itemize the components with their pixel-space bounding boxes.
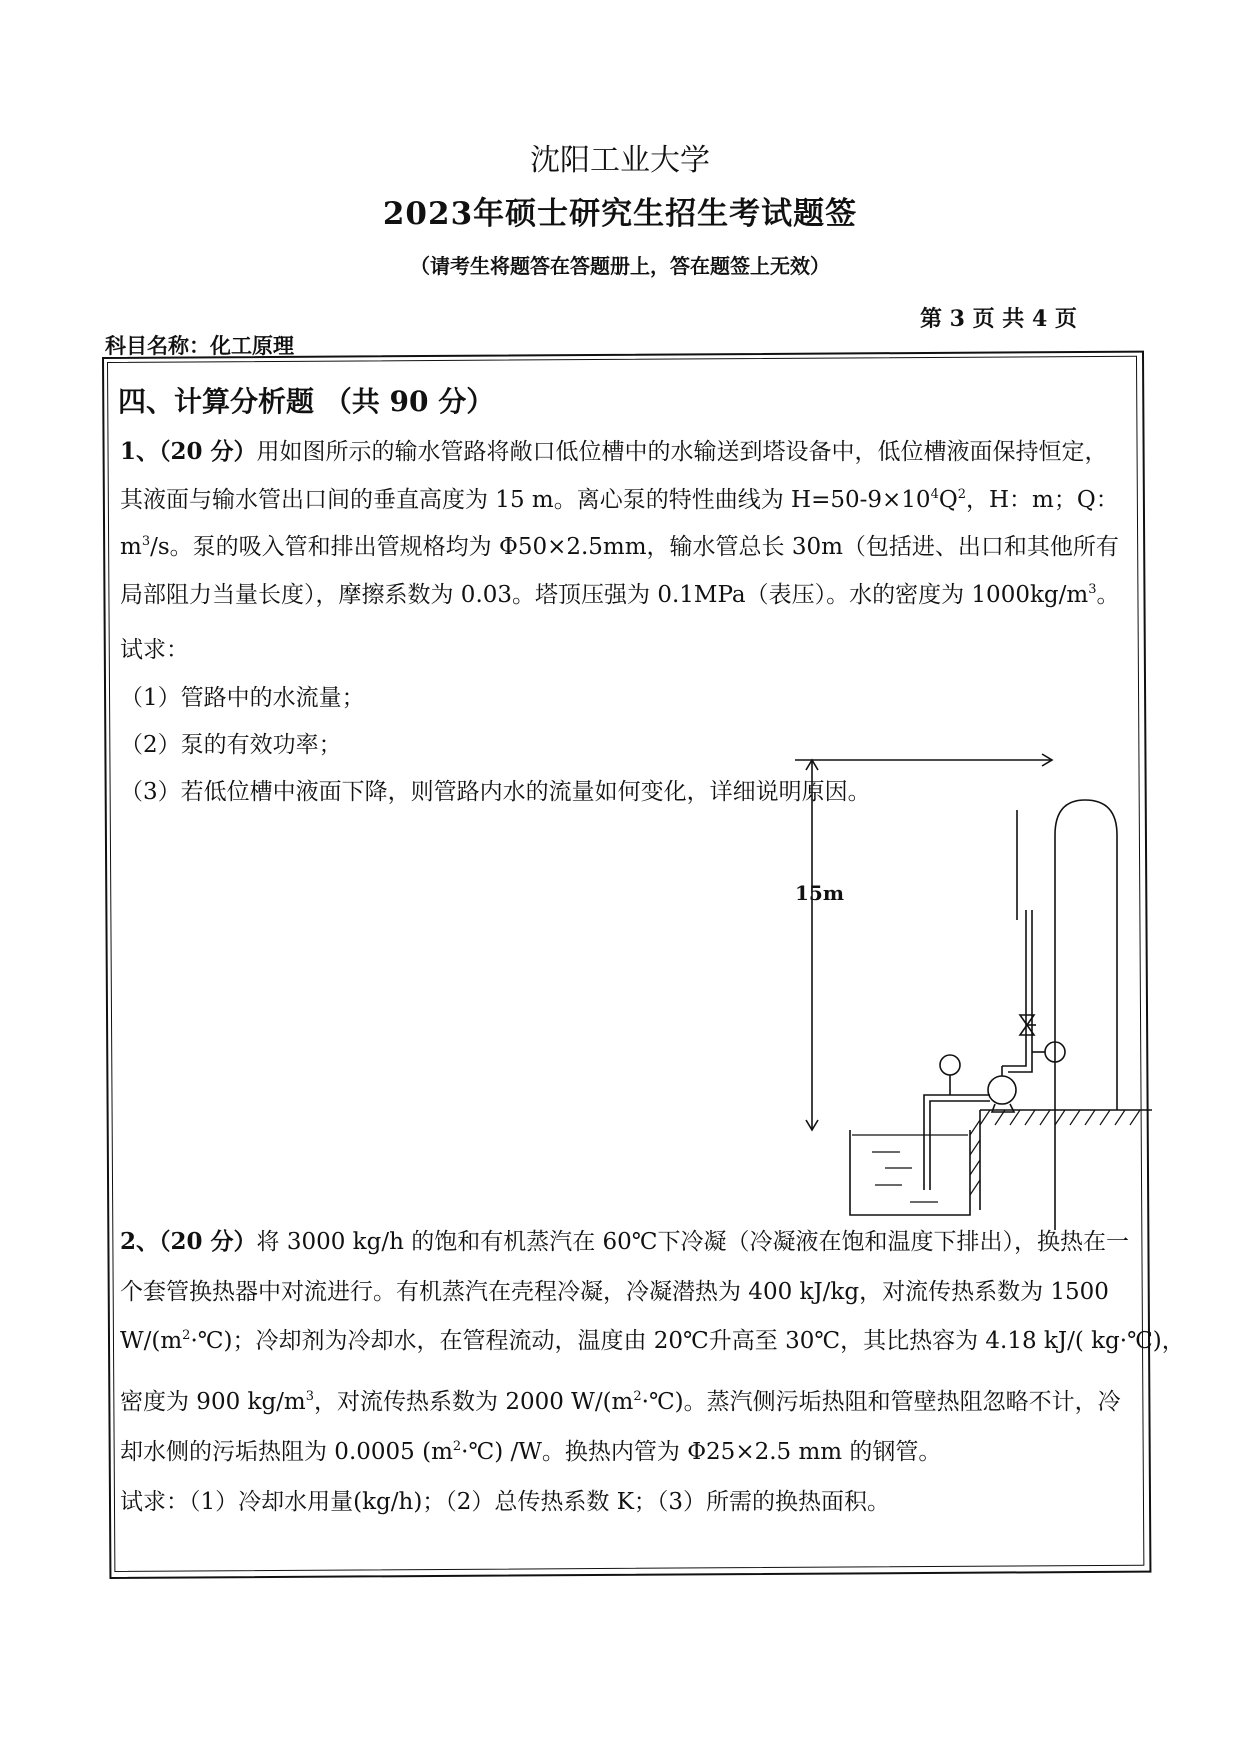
q2-text-4e: ·℃)。蒸汽侧污垢热阻和管壁热阻忽略不计，冷 bbox=[641, 1389, 1121, 1415]
discharge-pipe bbox=[1002, 910, 1026, 1066]
page-indicator: 第 3 页 共 4 页 bbox=[920, 306, 1077, 332]
q1-sub-2: （2）泵的有效功率； bbox=[120, 732, 342, 758]
answer-notice: （请考生将题答在答题册上，答在题签上无效） bbox=[410, 254, 830, 278]
q1-line-3 bbox=[120, 532, 1130, 562]
q1-text-4a: 局部阻力当量长度），摩擦系数为 0.03。塔顶压强为 0.1MPa（表压）。水的密度为 1000kg/m bbox=[120, 582, 1089, 608]
q2-text-4a: 密度为 900 kg/m bbox=[120, 1389, 306, 1415]
q1-text-1: 用如图所示的输水管路将敞口低位槽中的水输送到塔设备中，低位槽液面保持恒定， bbox=[256, 439, 1108, 465]
q1-text-3a: m bbox=[120, 534, 142, 560]
pump-system-figure bbox=[795, 790, 1160, 1230]
q2-text-4c: ，对流传热系数为 2000 W/(m bbox=[314, 1389, 634, 1415]
q1-score: （20 分） bbox=[159, 438, 257, 465]
q1-sub-3: （3）若低位槽中液面下降，则管路内水的流量如何变化，详细说明原因。 bbox=[120, 779, 871, 805]
q2-line-2: 个套管换热器中对流进行。有机蒸汽在壳程冷凝，冷凝潜热为 400 kJ/kg，对流传热系数为 1500 bbox=[120, 1279, 1109, 1305]
vacuum-gauge bbox=[940, 1055, 960, 1075]
q2-sup-4b: 3 bbox=[305, 1389, 315, 1404]
q2-line-5 bbox=[120, 1437, 1130, 1467]
q1-sup-q2: 2 bbox=[957, 487, 966, 502]
subject-name: 科目名称：化工原理 bbox=[105, 333, 294, 358]
q1-line-1 bbox=[120, 437, 1130, 467]
q2-text-5c: ·℃) /W。换热内管为 Φ25×2.5 mm 的钢管。 bbox=[461, 1439, 942, 1465]
q2-sup-3: 2 bbox=[182, 1328, 191, 1343]
university-name: 沈阳工业大学 bbox=[530, 143, 710, 178]
q1-text-2e: ，H：m；Q： bbox=[965, 487, 1119, 513]
q1-text-3c: /s。泵的吸入管和排出管规格均为 Φ50×2.5mm，输水管总长 30m（包括进、出口和其他所有 bbox=[150, 534, 1119, 560]
exam-title: 2023年硕士研究生招生考试题签 bbox=[382, 196, 858, 232]
q2-number: 2、 bbox=[120, 1228, 160, 1255]
q1-number: 1、 bbox=[120, 438, 160, 465]
suction-pipe-wall bbox=[930, 1101, 990, 1190]
q1-line-2 bbox=[120, 485, 1130, 515]
q1-sub-1: （1）管路中的水流量； bbox=[120, 685, 365, 711]
q1-sup-m3: 3 bbox=[141, 534, 151, 549]
q1-text-2c: Q bbox=[938, 487, 958, 513]
section-title: 四、计算分析题 （共 90 分） bbox=[118, 385, 495, 418]
q2-ask: 试求：（1）冷却水用量(kg/h)；（2）总传热系数 K；（3）所需的换热面积。 bbox=[120, 1489, 891, 1515]
q1-ask: 试求： bbox=[120, 637, 189, 663]
q2-line-1 bbox=[120, 1227, 1130, 1257]
centrifugal-pump bbox=[988, 1076, 1016, 1104]
q2-text-3a: W/(m bbox=[120, 1328, 183, 1354]
q1-text-2a: 其液面与输水管出口间的垂直高度为 15 m。离心泵的特性曲线为 H=50-9×10 bbox=[120, 487, 931, 513]
q1-sup-exp: 4 bbox=[930, 487, 939, 502]
q1-text-4c: 。 bbox=[1096, 582, 1120, 608]
q1-line-4 bbox=[120, 580, 1130, 610]
q2-line-4 bbox=[120, 1387, 1130, 1417]
tower-vessel bbox=[1055, 800, 1117, 1230]
q2-text-3c: ·℃)；冷却剂为冷却水，在管程流动，温度由 20℃升高至 30℃，其比热容为 4.18 kJ/( kg·℃)， bbox=[190, 1328, 1185, 1354]
q1-sup-density: 3 bbox=[1088, 582, 1097, 597]
q2-sup-4d: 2 bbox=[633, 1389, 642, 1404]
q2-text-1: 将 3000 kg/h 的饱和有机蒸汽在 60℃下冷凝（冷凝液在饱和温度下排出），换热在一 bbox=[256, 1229, 1130, 1255]
q2-line-3 bbox=[120, 1326, 1185, 1356]
q2-sup-5b: 2 bbox=[452, 1439, 462, 1454]
q2-score: （20 分） bbox=[159, 1228, 257, 1255]
height-label: 15m bbox=[795, 881, 844, 905]
q2-text-5a: 却水侧的污垢热阻为 0.0005 (m bbox=[120, 1439, 453, 1465]
